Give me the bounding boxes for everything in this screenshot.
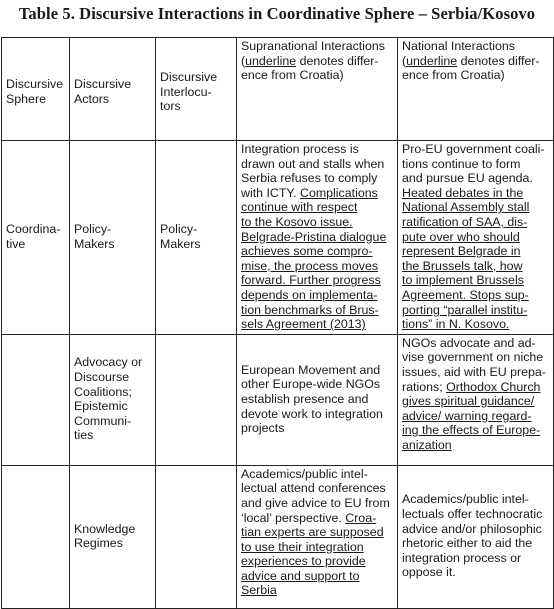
text-line: Coordina- <box>6 222 61 237</box>
text-line: Coalitions; <box>74 384 132 399</box>
plain-text: Pro-EU government coali- <box>402 142 545 156</box>
underlined-text: to the Kosovo issue. <box>241 214 353 229</box>
cell-interlocutors <box>156 334 237 465</box>
text-line: Policy- <box>160 222 198 237</box>
national-note: (underline denotes differ- <box>402 53 540 68</box>
cell-sphere <box>2 334 70 465</box>
header-national-interactions <box>398 38 554 141</box>
text-line <box>402 522 550 537</box>
text-line <box>241 511 394 526</box>
underlined-text: advice and support to <box>241 568 360 583</box>
underlined-text: tions” in N. Kosovo. <box>402 317 510 332</box>
plain-text: European Movement and <box>241 362 381 377</box>
header-supranational-interactions <box>237 38 398 141</box>
text-line <box>402 507 550 522</box>
text-line <box>241 377 394 392</box>
underlined-text: Heated debates in the <box>402 185 524 200</box>
text-line: Makers <box>74 236 115 251</box>
text-line: Advocacy or <box>74 355 143 370</box>
text-line <box>402 380 550 395</box>
cell-national <box>398 334 554 465</box>
text-line: ties <box>74 428 94 443</box>
text-line: Discursive <box>6 77 64 92</box>
plain-text: and pursue EU agenda. <box>402 171 533 186</box>
text-line <box>402 157 550 172</box>
underlined-text: continue with respect <box>241 200 358 215</box>
underlined-text: Belgrade-Pristina dialogue <box>241 229 387 244</box>
plain-text: devote work to integration <box>241 406 383 421</box>
text-line <box>402 171 550 186</box>
text-line <box>241 363 394 378</box>
cell-national <box>398 141 554 335</box>
cell-supranational <box>237 141 398 335</box>
plain-text: Serbia refuses to comply <box>241 171 378 186</box>
plain-text: establish presence and <box>241 391 369 406</box>
plain-text: Academics/public intel- <box>241 466 368 481</box>
underlined-text: pute over who should <box>402 229 520 244</box>
text-line <box>402 551 550 566</box>
underlined-text: National Assembly stall <box>402 200 530 215</box>
text-line: tive <box>6 236 26 251</box>
supranational-note-2: ence from Croatia) <box>241 68 344 83</box>
text-line: Sphere <box>6 92 46 106</box>
table-row <box>2 141 554 335</box>
underlined-text: Serbia <box>241 583 277 598</box>
text-line <box>402 536 550 551</box>
plain-text: issues, aid with EU prepa- <box>402 364 546 379</box>
text-line <box>241 496 394 511</box>
plain-text: with ICTY. <box>241 185 300 200</box>
underlined-text: ing the effects of Europe- <box>402 423 541 438</box>
table-row <box>2 334 554 465</box>
text-line <box>402 492 550 507</box>
underlined-text: tion benchmarks of Brus- <box>241 302 379 317</box>
underlined-text: anization <box>402 437 452 452</box>
underlined-text: to use their integration <box>241 539 364 554</box>
plain-text: other Europe-wide NGOs <box>241 377 381 392</box>
text-line: tors <box>160 99 181 114</box>
plain-text: ‘local’ perspective. <box>241 510 346 525</box>
plain-text: oppose it. <box>402 565 456 580</box>
text-line <box>241 171 394 186</box>
text-line <box>241 407 394 422</box>
text-line: Interlocu- <box>160 84 212 99</box>
underlined-text: represent Belgrade in <box>402 244 521 259</box>
underlined-text: Orthodox Church <box>446 379 541 394</box>
plain-text: rations; <box>402 379 447 394</box>
text-line <box>241 186 394 201</box>
plain-text: integration process or <box>402 550 522 565</box>
underlined-text: experiences to provide <box>241 554 366 569</box>
plain-text: projects <box>241 421 285 436</box>
underlined-text: tian experts are supposed <box>241 525 384 540</box>
plain-text: Integration process is <box>241 142 359 156</box>
underlined-text: Croa- <box>345 510 377 525</box>
underlined-text: sels Agreement (2013) <box>241 317 366 332</box>
underlined-text: Agreement. Stops sup- <box>402 287 529 302</box>
text-line <box>241 142 394 157</box>
text-line <box>241 392 394 407</box>
cell-supranational <box>237 465 398 608</box>
text-line: Policy- <box>74 222 112 237</box>
text-line: Regimes <box>74 536 123 551</box>
underlined-text: Complications <box>300 185 378 200</box>
table-title: Table 5. Discursive Interactions in Coordinative Sphere – Serbia/Kosovo <box>18 4 536 23</box>
text-line <box>402 336 550 351</box>
supranational-note: (underline denotes differ- <box>241 53 379 68</box>
underlined-text: depends on implementa- <box>241 287 378 302</box>
text-line <box>402 350 550 365</box>
text-line <box>241 157 394 172</box>
underlined-text: to implement Brussels <box>402 273 524 288</box>
text-line <box>241 481 394 496</box>
cell-supranational <box>237 334 398 465</box>
text-line <box>241 467 394 482</box>
text-line: Discursive <box>160 70 218 85</box>
plain-text: lectuals offer technocratic <box>402 507 543 522</box>
table-row <box>2 465 554 608</box>
plain-text: rhetoric either to aid the <box>402 536 533 551</box>
national-note-2: ence from Croatia) <box>402 68 505 83</box>
text-line: Makers <box>160 236 201 251</box>
cell-sphere <box>2 465 70 608</box>
text-line: Actors <box>74 92 110 106</box>
supranational-label: Supranational Interactions <box>241 39 385 53</box>
header-discursive-sphere <box>2 38 70 141</box>
cell-actors <box>70 141 156 335</box>
header-discursive-actors <box>70 38 156 141</box>
underlined-text: forward. Further progress <box>241 273 381 288</box>
text-line: Knowledge <box>74 521 136 536</box>
discursive-interactions-table <box>1 37 554 609</box>
cell-interlocutors <box>156 465 237 608</box>
text-line: Discursive <box>74 77 132 92</box>
plain-text: and give advice to EU from <box>241 495 390 510</box>
cell-national <box>398 465 554 608</box>
underlined-text: gives spiritual guidance/ <box>402 394 535 409</box>
text-line: Epistemic <box>74 399 128 414</box>
cell-interlocutors <box>156 141 237 335</box>
cell-actors <box>70 334 156 465</box>
underlined-text: porting “parallel institu- <box>402 302 528 317</box>
plain-text: drawn out and stalls when <box>241 156 385 171</box>
plain-text: advice and/or philosophic <box>402 521 542 536</box>
text-line <box>402 565 550 580</box>
cell-actors <box>70 465 156 608</box>
text-line <box>402 365 550 380</box>
underlined-text: achieves some compro- <box>241 244 373 259</box>
plain-text: tions continue to form <box>402 156 521 171</box>
text-line <box>402 142 550 157</box>
underlined-text: mise, the process moves <box>241 258 379 273</box>
underlined-text: advice/ warning regard- <box>402 408 532 423</box>
text-line: Communi- <box>74 413 132 428</box>
plain-text: NGOs advocate and ad- <box>402 335 536 350</box>
text-line <box>241 421 394 436</box>
plain-text: vise government on niche <box>402 350 544 365</box>
text-line: Discourse <box>74 370 130 385</box>
plain-text: Academics/public intel- <box>402 492 529 507</box>
underlined-text: ratification of SAA, dis- <box>402 214 528 229</box>
underlined-text: the Brussels talk, how <box>402 258 523 273</box>
header-row <box>2 38 554 141</box>
national-label: National Interactions <box>402 39 515 53</box>
header-discursive-interlocutors <box>156 38 237 141</box>
cell-sphere <box>2 141 70 335</box>
plain-text: lectual attend conferences <box>241 481 386 496</box>
